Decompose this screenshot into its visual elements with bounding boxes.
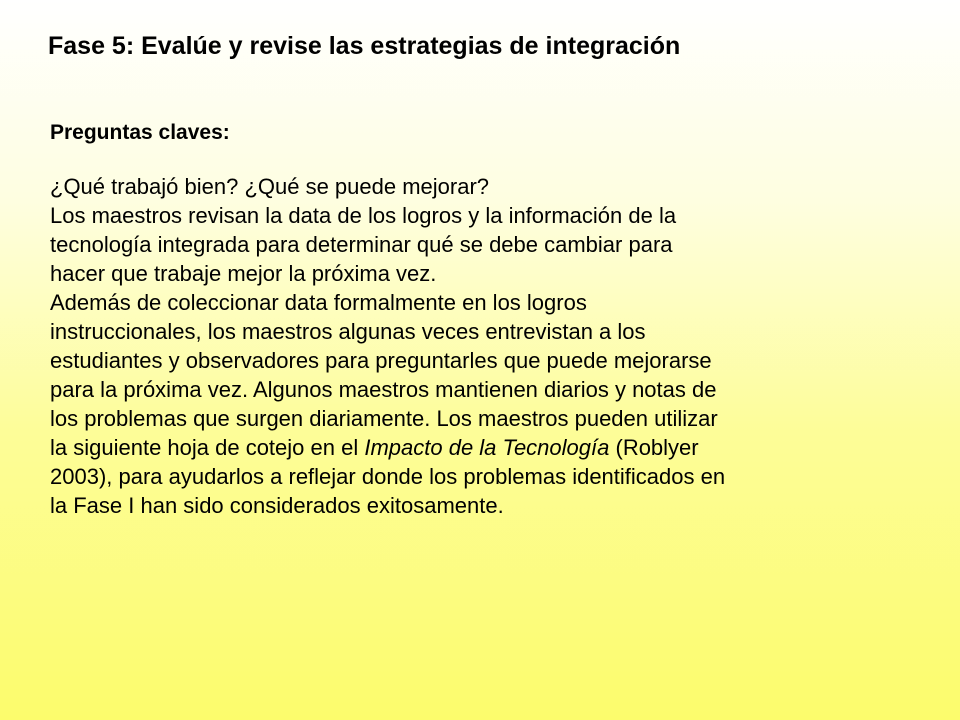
paragraph-review — [50, 201, 900, 288]
paragraph-line: hacer que trabaje mejor la próxima vez. — [50, 261, 437, 286]
paragraph-line: para la próxima vez. Algunos maestros mantienen diarios y notas de — [50, 377, 717, 402]
subheading: Preguntas claves: — [50, 121, 230, 144]
paragraph-line: Además de coleccionar data formalmente en los logros — [50, 290, 587, 315]
paragraph-line: los problemas que surgen diariamente. Los maestros pueden utilizar — [50, 406, 718, 431]
paragraph-line — [50, 433, 900, 462]
paragraph-line: 2003), para ayudarlos a reflejar donde los problemas identificados en — [50, 464, 726, 489]
book-title: Impacto de la Tecnología — [364, 435, 610, 460]
slide-title: Fase 5: Evalúe y revise las estrategias de integración — [48, 32, 681, 60]
text-run: la siguiente hoja de cotejo en el — [50, 435, 365, 460]
paragraph-line: estudiantes y observadores para preguntarles que puede mejorarse — [50, 348, 712, 373]
key-questions: ¿Qué trabajó bien? ¿Qué se puede mejorar? — [50, 174, 490, 199]
text-run: (Roblyer — [609, 435, 699, 460]
paragraph-line: Los maestros revisan la data de los logros y la información de la — [50, 203, 677, 228]
paragraph-line: la Fase I han sido considerados exitosamente. — [50, 493, 504, 518]
paragraph-line: instruccionales, los maestros algunas veces entrevistan a los — [50, 319, 646, 344]
slide-body — [50, 118, 900, 520]
paragraph-data-collection — [50, 288, 900, 520]
paragraph-line: tecnología integrada para determinar qué se debe cambiar para — [50, 232, 673, 257]
